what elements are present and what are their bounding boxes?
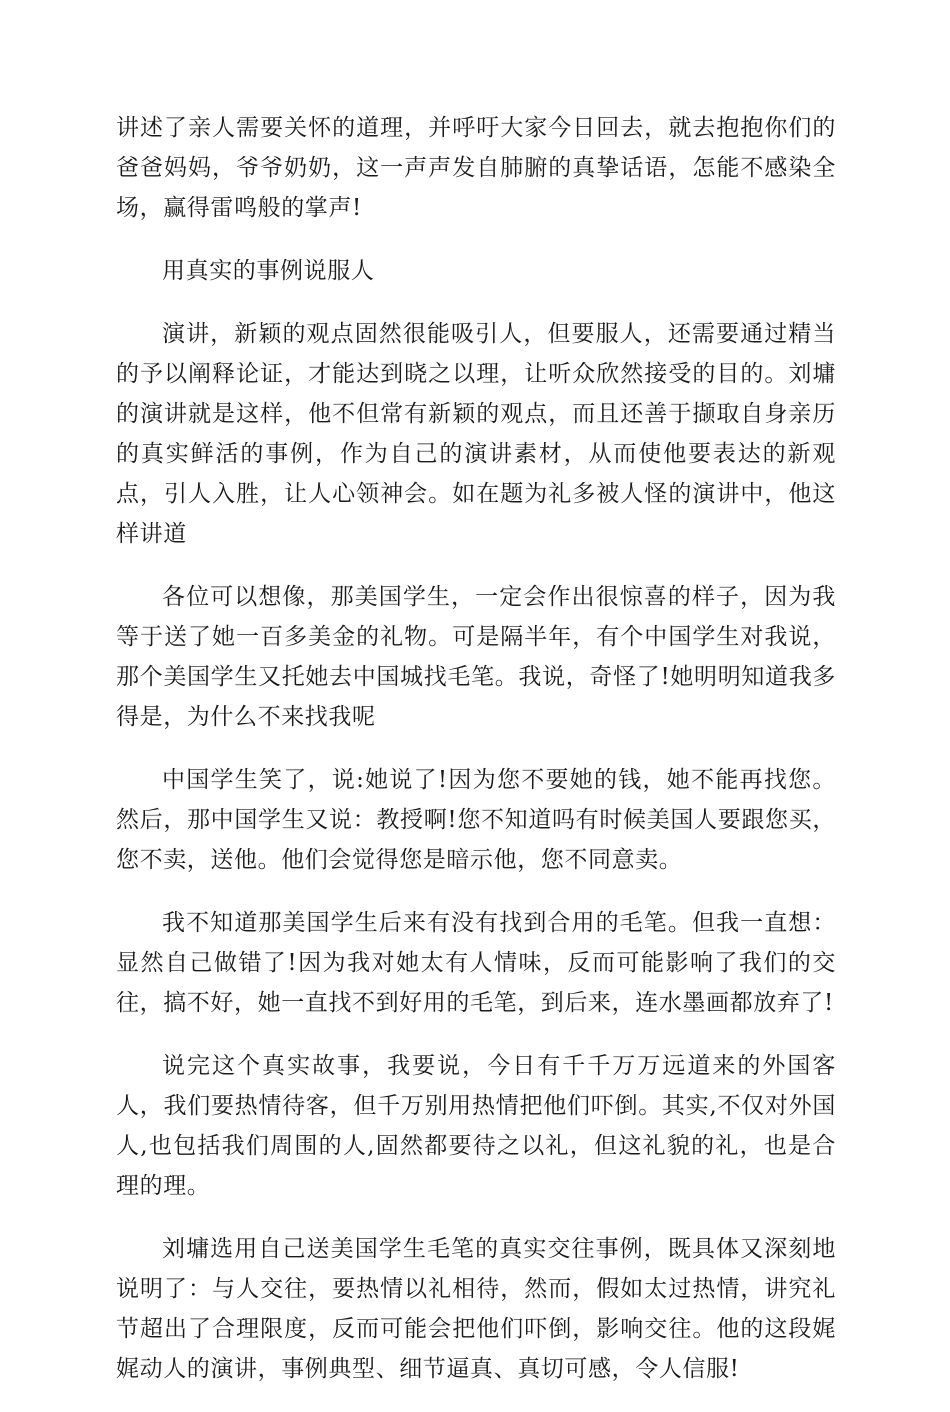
paragraph: 我不知道那美国学生后来有没有找到合用的毛笔。但我一直想：显然自己做错了!因为我对她太有人情味，反而可能影响了我们的交往，搞不好，她一直找不到好用的毛笔，到后来，连水墨画都放弃了! [116, 910, 836, 1016]
paragraph-continuation: 讲述了亲人需要关怀的道理，并呼吁大家今日回去，就去抱抱你们的爸爸妈妈，爷爷奶奶，这一声声发自肺腑的真挚话语，怎能不感染全场，赢得雷鸣般的掌声! [116, 115, 836, 221]
paragraph: 演讲，新颖的观点固然很能吸引人，但要服人，还需要通过精当的予以阐释论证，才能达到晓之以理，让听众欣然接受的目的。刘墉的演讲就是这样，他不但常有新颖的观点，而且还善于撷取自身亲历的真实鲜活的事例，作为自己的演讲素材，从而使他要表达的新观点，引人入胜，让人心领神会。如在题为礼多被人怪的演讲中，他这样讲道 [116, 321, 836, 547]
paragraph: 中国学生笑了，说:她说了!因为您不要她的钱，她不能再找您。然后，那中国学生又说：教授啊!您不知道吗有时候美国人要跟您买，您不卖，送他。他们会觉得您是暗示他，您不同意卖。 [116, 767, 836, 873]
paragraph: 刘墉选用自己送美国学生毛笔的真实交往事例，既具体又深刻地说明了：与人交往，要热情以礼相待，然而，假如太过热情，讲究礼节超出了合理限度，反而可能会把他们吓倒，影响交往。他的这段娓娓动人的演讲，事例典型、细节逼真、真切可感，令人信服! [116, 1236, 836, 1382]
paragraph: 说完这个真实故事，我要说，今日有千千万万远道来的外国客人，我们要热情待客，但千万别用热情把他们吓倒。其实,不仅对外国人,也包括我们周围的人,固然都要待之以礼，但这礼貌的礼，也是合理的理。 [116, 1053, 836, 1199]
section-heading: 用真实的事例说服人 [162, 258, 375, 284]
paragraph: 各位可以想像，那美国学生，一定会作出很惊喜的样子，因为我等于送了她一百多美金的礼物。可是隔半年，有个中国学生对我说，那个美国学生又托她去中国城找毛笔。我说，奇怪了!她明明知道我多得是，为什么不来找我呢 [116, 584, 836, 730]
body-text [116, 108, 836, 1412]
